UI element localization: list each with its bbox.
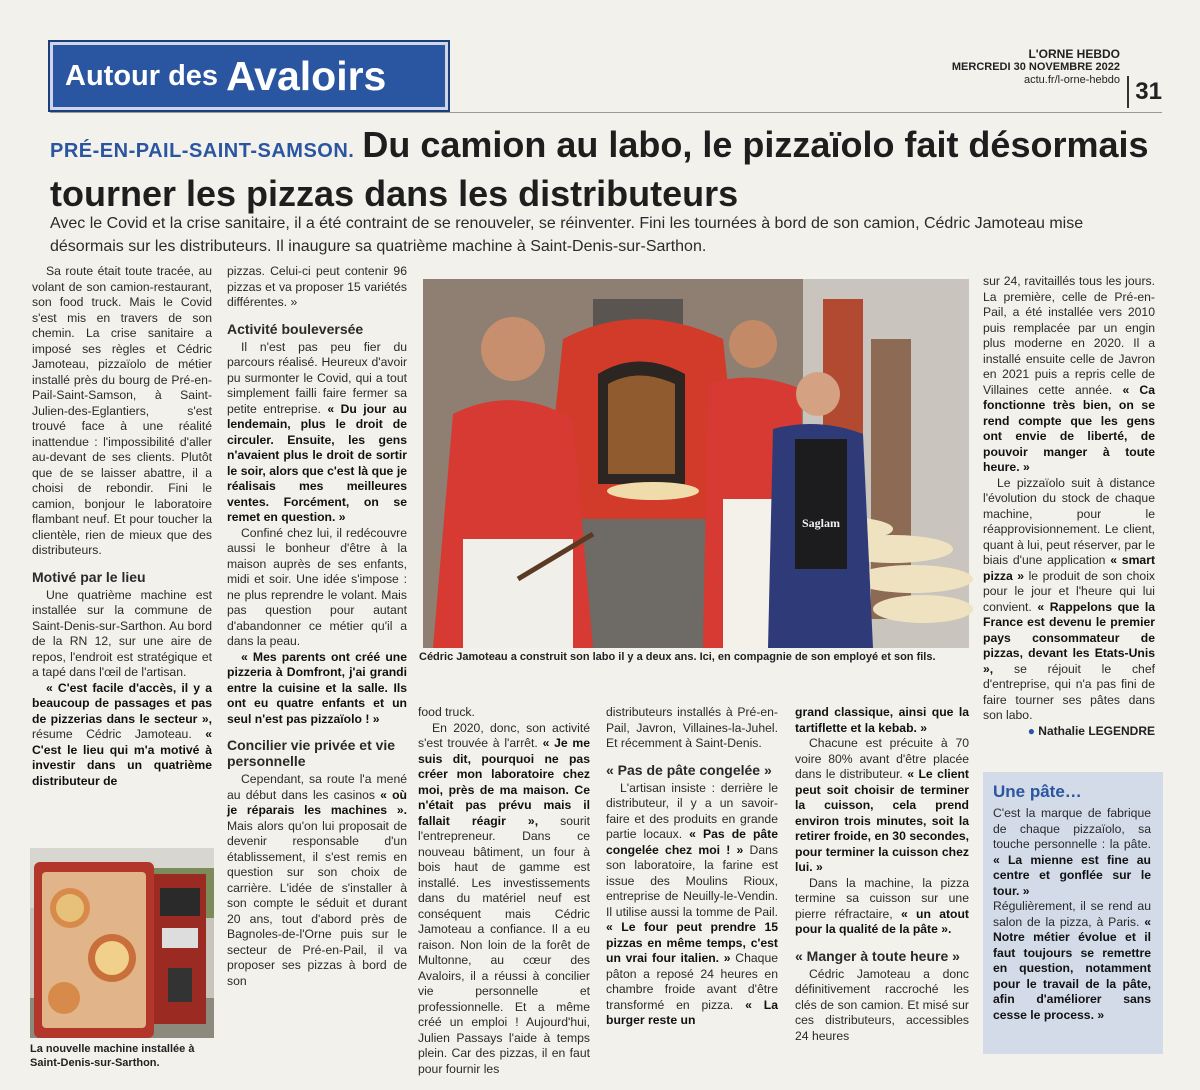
quote: « La mienne est fine au centre et gonflée sur le tour. » (993, 852, 1151, 898)
vending-machine-illustration (30, 848, 214, 1038)
caption-machine: La nouvelle machine installée à Saint-Denis-sur-Sarthon. (30, 1043, 195, 1069)
text-run: résume Cédric Jamoteau. (32, 727, 206, 741)
pizza-lab-illustration (423, 279, 969, 648)
subheading-activite: Activité bouleversée (227, 320, 364, 337)
sidebar-box (983, 772, 1163, 1054)
sidebar-title: Une pâte… (993, 782, 1082, 801)
subheading-manger: « Manger à toute heure » (795, 947, 960, 964)
paragraph (227, 340, 407, 526)
paragraph: pizzas. Celui-ci peut contenir 96 pizzas et va proposer 15 variétés différentes. » (227, 264, 407, 309)
quote: « où je réparais les machines ». (227, 787, 407, 817)
paragraph (795, 736, 969, 876)
text-run: C'est la marque de fabrique de chaque pizzaïolo, sa touche personnelle : la pâte. (993, 806, 1151, 851)
quote: « C'est facile d'accès, il y a beaucoup de passages et pas de pizzerias dans le secteur », (32, 680, 212, 726)
text-run: En 2020, donc, son activité s'est trouvée à l'arrêt. (418, 720, 590, 750)
section-name: Avaloirs (226, 52, 387, 99)
paragraph (993, 806, 1151, 899)
text-run: L'artisan insiste : derrière le distributeur, il y a un savoir-faire et des produits en grande partie locaux. (606, 780, 778, 841)
paragraph (606, 781, 778, 1029)
text-run: Il n'est pas peu fier du parcours réalisé. Heureux d'avoir pu surmonter le Covid, qui a tout simplement failli faire fermer sa petite entreprise. (227, 339, 407, 416)
text-run: Chacune est précuite à 70 voire 80% avant d'être placée dans le distributeur. (795, 736, 969, 781)
quote: « Du jour au lendemain, plus le droit de circuler. Ensuite, les gens n'avaient plus le droit de sortir le soir, alors que c'est là que je réalisais mes meilleures ventes. Forcément, on se remet en question. » (227, 401, 407, 524)
section-tag (50, 42, 448, 110)
column-6 (983, 274, 1155, 744)
byline (983, 724, 1155, 740)
quote: « Mes parents ont créé une pizzeria à Domfront, j'ai grandi entre la cuisine et la salle. Ils ont eu quatre enfants et un seul n'est pas pizzaïolo ! » (227, 649, 407, 726)
text-run: sourit l'entrepreneur. Dans ce nouveau bâtiment, un four à bois haut de gamme est installé. Les investissements dans du matériel neuf est conséquent mais Cédric Jamoteau a confiance. Il a eu raison. Non loin de la forêt de Multonne, au cœur des Avaloirs, il a réussi à concilier vie personnelle et professionnelle. Et a même créé un emploi ! Aujourd'hui, Julien Passays l'aide à temps plein. Car des pizzas, il en faut pour fournir les (418, 813, 590, 1076)
text-run: Chaque pâton a reposé 24 heures en chambre froide avant d'être transformé en pizza. (606, 951, 778, 1012)
quote: « un atout pour la qualité de la pâte ». (795, 906, 969, 936)
paragraph (227, 772, 407, 989)
author-name: Nathalie LEGENDRE (1038, 723, 1155, 738)
text-run: Régulièrement, il se rend au salon de la pizza, à Paris. (993, 899, 1151, 929)
section-prefix: Autour des (65, 59, 219, 92)
paragraph: food truck. (418, 705, 475, 719)
column-3 (418, 705, 590, 1076)
paper-name: L'ORNE HEBDO (1028, 47, 1120, 61)
text-run: se réjouit le chef d'entreprise, qui n'a pas fini de faire tourner ses pâtes dans son labo. (983, 661, 1155, 722)
paragraph (983, 274, 1155, 476)
quote: « Je me suis dit, pourquoi ne pas créer mon laboratoire chez moi, près de ma maison. Ce n'était pas prévu mais il fallait réagir », (418, 736, 590, 828)
paragraph (227, 650, 407, 728)
main-photo (423, 279, 969, 648)
text-run: Dans la machine, la pizza termine sa cuisson sur une pierre réfractaire, (795, 875, 969, 921)
quote: « Notre métier évolue et il faut toujours se remettre en question, notamment pour le travail de la pâte, afin d'améliorer sans cesse le process. » (993, 914, 1151, 1022)
quote: « C'est le lieu qui m'a motivé à investir dans un quatrième distributeur de (32, 727, 212, 788)
paragraph: Une quatrième machine est installée sur la commune de Saint-Denis-sur-Sarthon. Au bord de la RN 12, sur une aire de repos, l'endroit est stratégique et a tapé dans l'œil de l'artisan. (32, 587, 212, 679)
apron-brand: Saglam (801, 516, 841, 530)
vending-machine-photo (30, 848, 214, 1038)
quote: « Le four peut prendre 15 pizzas en même temps, c'est un vrai four italien. » (606, 920, 778, 965)
text-run: Cependant, sa route l'a mené au début dans les casinos (227, 772, 407, 802)
caption-main: Cédric Jamoteau a construit son labo il y a deux ans. Ici, en compagnie de son employé et son fils. (419, 651, 936, 663)
paragraph: Cédric Jamoteau a donc définitivement raccroché les clés de son camion. Et misé sur ces distributeurs, accessibles 24 heures (795, 966, 969, 1043)
quote: « Le client peut soit choisir de terminer la cuisson, cela prend environ trois minutes, soit la retirer froide, en 30 secondes, pour terminer la cuisson chez lui. » (795, 767, 969, 874)
subheading-pate: « Pas de pâte congelée » (606, 761, 772, 778)
text-run: sur 24, ravitaillés tous les jours. La première, celle de Pré-en-Pail, a été installée vers 2010 puis remplacée par un engin plus moderne en 2020. Il a installé ensuite celle de Javron en 2021 puis a repris celle de Villaines cette année. (983, 274, 1155, 397)
paragraph (983, 476, 1155, 724)
quote: « Pas de pâte congelée chez moi ! » (606, 827, 779, 857)
paper-url: actu.fr/l-orne-hebdo (1024, 74, 1120, 86)
headline-kicker: PRÉ-EN-PAIL-SAINT-SAMSON. (50, 140, 355, 162)
paragraph (32, 681, 212, 790)
paragraph (993, 899, 1151, 1023)
paragraph: distributeurs installés à Pré-en-Pail, Javron, Villaines-la-Juhel. Et récemment à Saint-Denis. (606, 705, 778, 750)
paragraph (795, 705, 969, 736)
column-4 (606, 705, 778, 1060)
text-run: Dans son laboratoire, la farine est issue des Moulins Rioux, entreprise de Neuilly-le-Vendin. Il utilise aussi la tomme de Pail. (606, 842, 778, 919)
subheading-concilier: Concilier vie privée et vie personnelle (227, 737, 396, 769)
article-headline (50, 124, 1160, 222)
text-run: Le pizzaïolo suit à distance l'évolution du stock de chaque machine, pour le réapprovisionnement. Le client, quant à lui, peut réserver, par le biais d'une application (983, 475, 1155, 567)
bullet-icon: ● (1027, 723, 1035, 738)
headline-title: Du camion au labo, le pizzaïolo fait désormais tourner les pizzas dans les distributeurs (50, 124, 1149, 214)
sidebar-body (993, 806, 1151, 1023)
text-run: Mais alors qu'on lui proposait de devenir responsable d'un établissement, il s'est remis en question sur son choix de carrière. L'idée de s'installer à son compte le séduit et durant 20 ans, tout d'abord près de Bagnoles-de-l'Orne puis sur le secteur de Pré-en-Pail, il va proposer ses pizzas à bord de son (227, 818, 407, 988)
article-lead: Avec le Covid et la crise sanitaire, il a été contraint de se renouveler, se réinventer. Fini les tournées à bord de son camion, Cédric Jamoteau mise désormais sur les distributeurs. Il inaugure sa quatrième machine à Saint-Denis-sur-Sarthon. (50, 215, 1084, 255)
page-number: 31 (1127, 76, 1162, 108)
column-2 (227, 264, 407, 1064)
quote: grand classique, ainsi que la tartiflette et la kebab. » (795, 705, 969, 735)
quote: « Rappelons que la France est devenu le premier pays consommateur de pizzas, devant les Etats-Unis », (983, 599, 1155, 676)
column-5 (795, 705, 969, 1060)
text-run: le produit de son choix pour le jour et l'heure qui lui convient. (983, 568, 1155, 614)
paragraph (418, 721, 590, 1078)
paragraph: Confiné chez lui, il redécouvre aussi le bonheur d'être à la maison auprès de ses enfants, midi et soir. Une idée s'impose : ne plus reprendre le volant. Mais pas question pour autant d'abandonner ce métier qu'il a dans la peau. (227, 525, 407, 648)
paragraph: Sa route était toute tracée, au volant de son camion-restaurant, son food truck. Mais le Covid s'est mis en travers de son chemin. La crise sanitaire a imposé ses règles et Cédric Jamoteau, pizzaïolo de métier installé près du bourg de Pré-en-Pail-Saint-Samson, à Saint-Julien-des-Eglantiers, s'est trouvé face à une réalité inattendue : l'impossibilité d'aller au-devant de ses clients. Plutôt que de se laisser abattre, il a choisi de rebondir. Fini le camion, bonjour le laboratoire flambant neuf. Et pour toucher la clientèle, rien de mieux que des distributeurs. (32, 264, 212, 557)
quote: « La burger reste un (606, 997, 778, 1027)
issue-date: MERCREDI 30 NOVEMBRE 2022 (951, 61, 1120, 73)
quote: « smart pizza » (983, 553, 1156, 583)
quote: « Ca fonctionne très bien, on se rend compte que les gens ont envie de liberté, de pouvoir manger à toute heure. » (983, 382, 1156, 474)
header-divider (50, 112, 1162, 113)
paragraph (795, 876, 969, 938)
column-1 (32, 264, 212, 830)
subheading-motive: Motivé par le lieu (32, 568, 146, 585)
masthead (952, 48, 1120, 87)
